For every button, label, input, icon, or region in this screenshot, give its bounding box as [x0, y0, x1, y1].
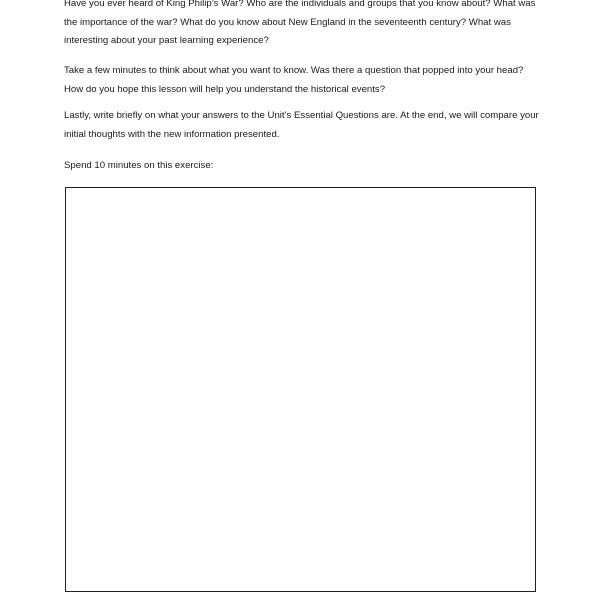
prompt-paragraph-goals: Take a few minutes to think about what you want to know. Was there a question that popped into your head? How do you hope this lesson will help you understand the historical events?	[64, 65, 524, 95]
prompt-paragraph-essential-questions: Lastly, write briefly on what your answers to the Unit’s Essential Questions are. At the end, we will compare your initial thoughts with the new information presented.	[64, 110, 539, 140]
answer-writing-box[interactable]	[65, 187, 536, 592]
exercise-instruction: Spend 10 minutes on this exercise:	[64, 160, 214, 171]
prompt-paragraph-prior-knowledge: Have you ever heard of King Philip’s War? Who are the individuals and groups that you know about? What was the importance of the war? What do you know about New England in the seventeenth century? What was interesting about your past learning experience?	[64, 0, 536, 46]
